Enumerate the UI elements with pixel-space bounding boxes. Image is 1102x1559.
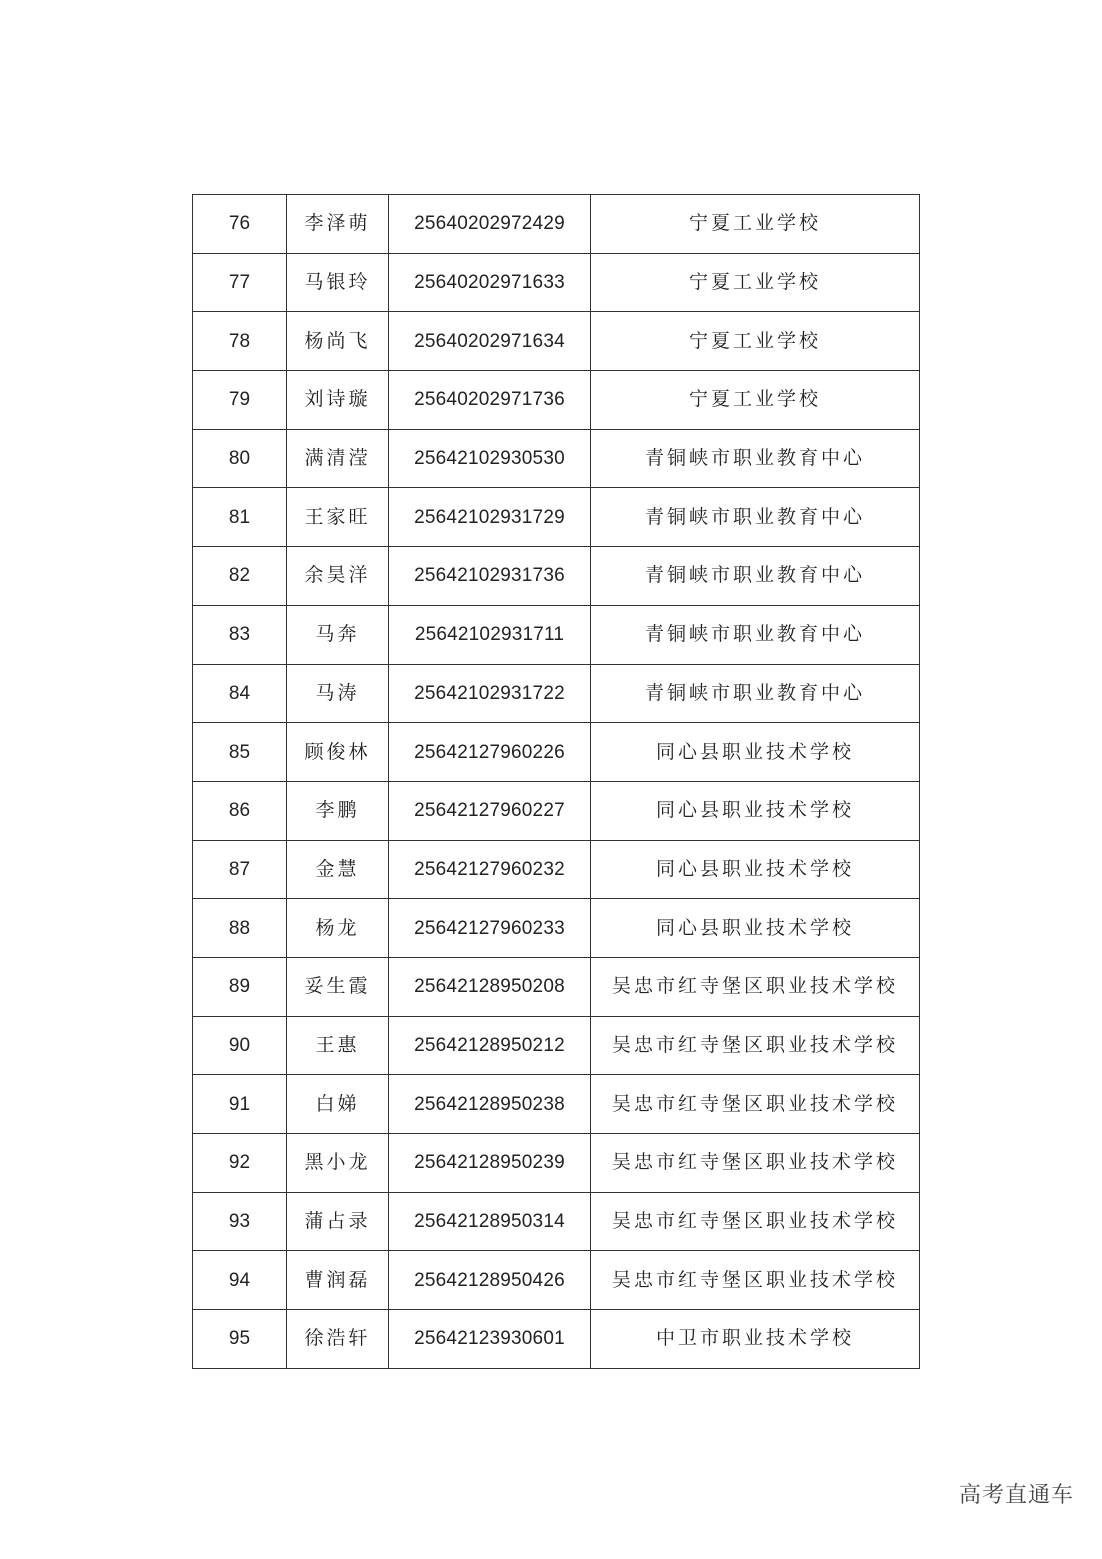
exam-id: 25642102931729 bbox=[389, 488, 591, 547]
school-name: 同心县职业技术学校 bbox=[591, 840, 920, 899]
row-number: 79 bbox=[193, 371, 287, 430]
exam-id: 25642127960232 bbox=[389, 840, 591, 899]
exam-id: 25642128950239 bbox=[389, 1134, 591, 1193]
table-row bbox=[193, 1310, 920, 1369]
row-number: 85 bbox=[193, 723, 287, 782]
row-number: 84 bbox=[193, 664, 287, 723]
table-row bbox=[193, 957, 920, 1016]
school-name: 吴忠市红寺堡区职业技术学校 bbox=[591, 1075, 920, 1134]
row-number: 94 bbox=[193, 1251, 287, 1310]
table-row bbox=[193, 312, 920, 371]
student-name: 曹润磊 bbox=[287, 1251, 389, 1310]
table-row bbox=[193, 1134, 920, 1193]
row-number: 78 bbox=[193, 312, 287, 371]
exam-id: 25642102931736 bbox=[389, 547, 591, 606]
exam-id: 25642123930601 bbox=[389, 1310, 591, 1369]
school-name: 吴忠市红寺堡区职业技术学校 bbox=[591, 1134, 920, 1193]
row-number: 82 bbox=[193, 547, 287, 606]
school-name: 宁夏工业学校 bbox=[591, 195, 920, 254]
row-number: 86 bbox=[193, 781, 287, 840]
exam-id: 25642102930530 bbox=[389, 429, 591, 488]
exam-id: 25642102931711 bbox=[389, 605, 591, 664]
school-name: 青铜峡市职业教育中心 bbox=[591, 429, 920, 488]
table-row bbox=[193, 899, 920, 958]
school-name: 同心县职业技术学校 bbox=[591, 723, 920, 782]
row-number: 93 bbox=[193, 1192, 287, 1251]
table-row bbox=[193, 371, 920, 430]
student-name: 王家旺 bbox=[287, 488, 389, 547]
student-name: 白娣 bbox=[287, 1075, 389, 1134]
school-name: 青铜峡市职业教育中心 bbox=[591, 605, 920, 664]
table-row bbox=[193, 1016, 920, 1075]
table-row bbox=[193, 1075, 920, 1134]
school-name: 宁夏工业学校 bbox=[591, 312, 920, 371]
table-row bbox=[193, 547, 920, 606]
student-name: 马涛 bbox=[287, 664, 389, 723]
row-number: 81 bbox=[193, 488, 287, 547]
exam-id: 25640202971736 bbox=[389, 371, 591, 430]
table-row bbox=[193, 664, 920, 723]
table-row bbox=[193, 253, 920, 312]
table-row bbox=[193, 1251, 920, 1310]
row-number: 77 bbox=[193, 253, 287, 312]
student-name: 金慧 bbox=[287, 840, 389, 899]
row-number: 92 bbox=[193, 1134, 287, 1193]
school-name: 青铜峡市职业教育中心 bbox=[591, 547, 920, 606]
exam-id: 25640202971633 bbox=[389, 253, 591, 312]
student-name: 蒲占录 bbox=[287, 1192, 389, 1251]
table-row bbox=[193, 429, 920, 488]
school-name: 吴忠市红寺堡区职业技术学校 bbox=[591, 1251, 920, 1310]
row-number: 95 bbox=[193, 1310, 287, 1369]
student-name: 马银玲 bbox=[287, 253, 389, 312]
student-name: 杨尚飞 bbox=[287, 312, 389, 371]
row-number: 91 bbox=[193, 1075, 287, 1134]
table-row bbox=[193, 195, 920, 254]
roster-body bbox=[193, 195, 920, 1369]
school-name: 中卫市职业技术学校 bbox=[591, 1310, 920, 1369]
student-name: 李鹏 bbox=[287, 781, 389, 840]
student-name: 王惠 bbox=[287, 1016, 389, 1075]
school-name: 青铜峡市职业教育中心 bbox=[591, 488, 920, 547]
exam-id: 25642127960227 bbox=[389, 781, 591, 840]
row-number: 87 bbox=[193, 840, 287, 899]
table-row bbox=[193, 605, 920, 664]
student-name: 黑小龙 bbox=[287, 1134, 389, 1193]
exam-id: 25642128950426 bbox=[389, 1251, 591, 1310]
row-number: 88 bbox=[193, 899, 287, 958]
exam-id: 25642127960233 bbox=[389, 899, 591, 958]
student-name: 刘诗璇 bbox=[287, 371, 389, 430]
student-roster-table bbox=[192, 194, 920, 1369]
school-name: 同心县职业技术学校 bbox=[591, 899, 920, 958]
table-row bbox=[193, 488, 920, 547]
table-row bbox=[193, 1192, 920, 1251]
school-name: 青铜峡市职业教育中心 bbox=[591, 664, 920, 723]
row-number: 83 bbox=[193, 605, 287, 664]
table-row bbox=[193, 840, 920, 899]
exam-id: 25642128950314 bbox=[389, 1192, 591, 1251]
student-name: 妥生霞 bbox=[287, 957, 389, 1016]
student-name: 马奔 bbox=[287, 605, 389, 664]
school-name: 同心县职业技术学校 bbox=[591, 781, 920, 840]
exam-id: 25642128950238 bbox=[389, 1075, 591, 1134]
row-number: 76 bbox=[193, 195, 287, 254]
exam-id: 25642128950212 bbox=[389, 1016, 591, 1075]
student-name: 满清滢 bbox=[287, 429, 389, 488]
school-name: 宁夏工业学校 bbox=[591, 371, 920, 430]
exam-id: 25642128950208 bbox=[389, 957, 591, 1016]
school-name: 吴忠市红寺堡区职业技术学校 bbox=[591, 1016, 920, 1075]
student-name: 李泽萌 bbox=[287, 195, 389, 254]
exam-id: 25640202971634 bbox=[389, 312, 591, 371]
table-row bbox=[193, 781, 920, 840]
watermark-text: 高考直通车 bbox=[958, 1483, 1074, 1508]
exam-id: 25642102931722 bbox=[389, 664, 591, 723]
row-number: 89 bbox=[193, 957, 287, 1016]
student-name: 顾俊林 bbox=[287, 723, 389, 782]
student-name: 杨龙 bbox=[287, 899, 389, 958]
student-name: 余昊洋 bbox=[287, 547, 389, 606]
table-row bbox=[193, 723, 920, 782]
exam-id: 25640202972429 bbox=[389, 195, 591, 254]
student-name: 徐浩轩 bbox=[287, 1310, 389, 1369]
row-number: 80 bbox=[193, 429, 287, 488]
school-name: 吴忠市红寺堡区职业技术学校 bbox=[591, 957, 920, 1016]
school-name: 吴忠市红寺堡区职业技术学校 bbox=[591, 1192, 920, 1251]
school-name: 宁夏工业学校 bbox=[591, 253, 920, 312]
exam-id: 25642127960226 bbox=[389, 723, 591, 782]
row-number: 90 bbox=[193, 1016, 287, 1075]
